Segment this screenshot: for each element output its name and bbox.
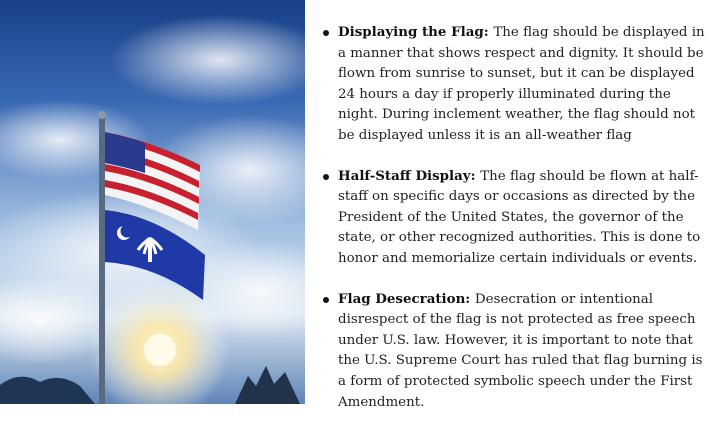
flag-photo-graphic (0, 0, 305, 404)
list-item (323, 22, 705, 147)
text-panel (305, 0, 720, 410)
bullet-title: Flag Desecration: (338, 290, 475, 307)
bullet-list (323, 22, 705, 432)
bullet-text: The flag should be displayed in a manner that shows respect and dignity. It should be flown from sunrise to sunset, but it can be displayed 24 hours a day if properly illuminated during the night. During inclement weather, the flag should not be displayed unless it is an all-weather flag (338, 25, 705, 143)
list-item (323, 166, 705, 270)
flag-photo (0, 0, 305, 404)
bullet-title: Displaying the Flag: (338, 24, 494, 40)
bullet-text: Desecration or intentional disrespect of the flag is not protected as free speech under U.S. law. However, it is important to note that the U.S. Supreme Court has ruled that flag burning is a form of protected symbolic speech under the First Amendment. (338, 291, 703, 410)
bullet-icon (323, 297, 329, 303)
bullet-icon (323, 30, 329, 36)
bullet-icon (323, 174, 329, 180)
bullet-text: The flag should be flown at half-staff on specific days or occasions as directed by the President of the United States, the governor of the state, or other recognized authorities. This is done to honor and memorialize certain individuals or events. (338, 168, 701, 266)
list-item (323, 289, 705, 414)
bullet-title: Half-Staff Display: (338, 167, 481, 184)
